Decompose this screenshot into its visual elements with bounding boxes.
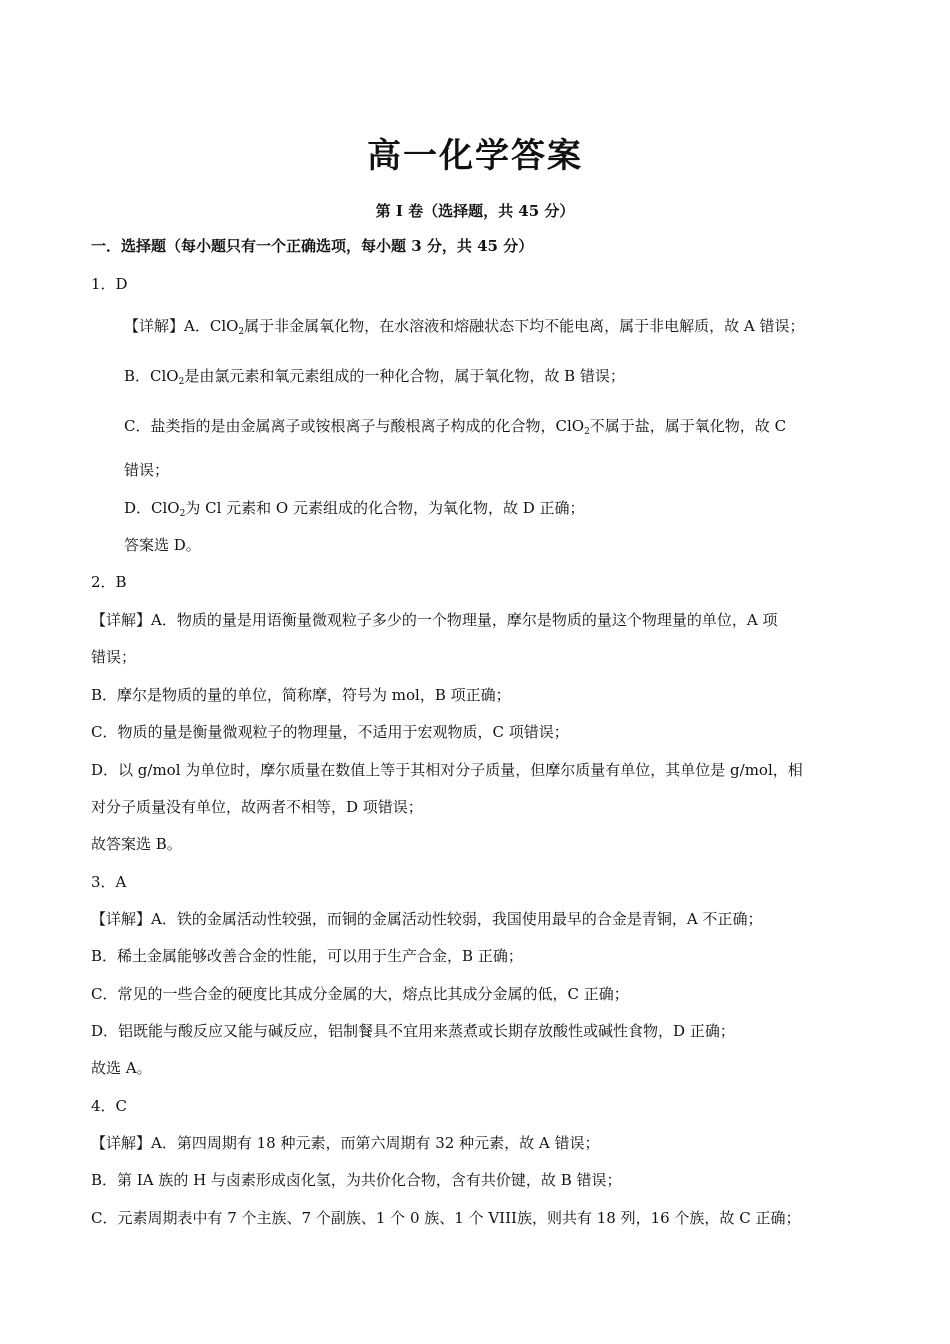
- q2-explanation-b: B．摩尔是物质的量的单位，简称摩，符号为 mol，B 项正确；: [91, 686, 511, 704]
- q2-answer: 2．B: [91, 573, 127, 591]
- q3-explanation-d: D．铝既能与酸反应又能与碱反应，铝制餐具不宜用来蒸煮或长期存放酸性或碱性食物，D 正确；: [91, 1022, 735, 1040]
- q1-c-post: 不属于盐，属于氧化物，故 C: [589, 417, 787, 435]
- q1-b-formula: ClO: [150, 367, 179, 385]
- q1-c-formula: ClO: [555, 417, 585, 435]
- page-title: 高一化学答案: [367, 136, 583, 176]
- q1-explanation-a: [124, 316, 805, 336]
- q1-explanation-b: [124, 366, 625, 386]
- q4-answer: 4．C: [91, 1097, 128, 1115]
- q3-answer: 3．A: [91, 873, 127, 891]
- q1-b-post: 是由氯元素和氧元素组成的一种化合物，属于氧化物，故 B 错误；: [184, 367, 625, 385]
- q1-explanation-d: [124, 498, 585, 518]
- q1-d-sub: 2: [179, 509, 186, 519]
- q2-explanation-c: C．物质的量是衡量微观粒子的物理量，不适用于宏观物质，C 项错误；: [91, 723, 569, 741]
- q1-explanation-c-cont: 错误；: [124, 461, 170, 479]
- q1-conclusion: 答案选 D。: [124, 536, 201, 554]
- q3-explanation-c: C．常见的一些合金的硬度比其成分金属的大，熔点比其成分金属的低，C 正确；: [91, 985, 629, 1003]
- q1-c-sub: 2: [584, 427, 590, 437]
- q1-b-pre: B．: [124, 367, 151, 385]
- q1-a-post: 属于非金属氧化物，在水溶液和熔融状态下均不能电离，属于非电解质，故 A 错误；: [244, 317, 805, 335]
- q2-explanation-d-cont: 对分子质量没有单位，故两者不相等，D 项错误；: [91, 798, 423, 816]
- section-subtitle: 第 I 卷（选择题，共 45 分）: [375, 202, 575, 220]
- q3-explanation-b: B．稀土金属能够改善合金的性能，可以用于生产合金，B 正确；: [91, 947, 523, 965]
- q4-explanation-c: C．元素周期表中有 7 个主族、7 个副族、1 个 0 族、1 个 VIII族，则共有 18 列，16 个族，故 C 正确；: [91, 1209, 801, 1227]
- q3-explanation-a: 【详解】A．铁的金属活动性较强，而铜的金属活动性较弱，我国使用最早的合金是青铜，A 不正确；: [91, 910, 763, 928]
- q4-explanation-b: B．第 IA 族的 H 与卤素形成卤化氢，为共价化合物，含有共价键，故 B 错误；: [91, 1171, 622, 1189]
- q1-a-pre: 【详解】A．: [124, 317, 210, 335]
- q2-conclusion: 故答案选 B。: [91, 835, 182, 853]
- q1-a-sub: 2: [238, 327, 245, 337]
- q3-conclusion: 故选 A。: [91, 1059, 152, 1077]
- q1-b-sub: 2: [178, 377, 185, 387]
- q1-answer: 1．D: [91, 275, 128, 293]
- q1-a-formula: ClO: [209, 317, 239, 335]
- q2-explanation-d: D．以 g/mol 为单位时，摩尔质量在数值上等于其相对分子质量，但摩尔质量有单位，其单位是 g/mol，相: [91, 761, 803, 779]
- q1-d-pre: D．ClO: [124, 499, 180, 517]
- q1-d-post: 为 Cl 元素和 O 元素组成的化合物，为氧化物，故 D 正确；: [185, 499, 585, 517]
- section-heading: 一．选择题（每小题只有一个正确选项，每小题 3 分，共 45 分）: [91, 237, 534, 255]
- q2-explanation-a: 【详解】A．物质的量是用语衡量微观粒子多少的一个物理量，摩尔是物质的量这个物理量的单位，A 项: [91, 611, 778, 629]
- q1-c-pre: C．盐类指的是由金属离子或铵根离子与酸根离子构成的化合物，: [124, 417, 556, 435]
- q4-explanation-a: 【详解】A．第四周期有 18 种元素，而第六周期有 32 种元素，故 A 错误；: [91, 1134, 600, 1152]
- q2-explanation-a-cont: 错误；: [91, 648, 137, 666]
- q1-explanation-c: [124, 416, 786, 436]
